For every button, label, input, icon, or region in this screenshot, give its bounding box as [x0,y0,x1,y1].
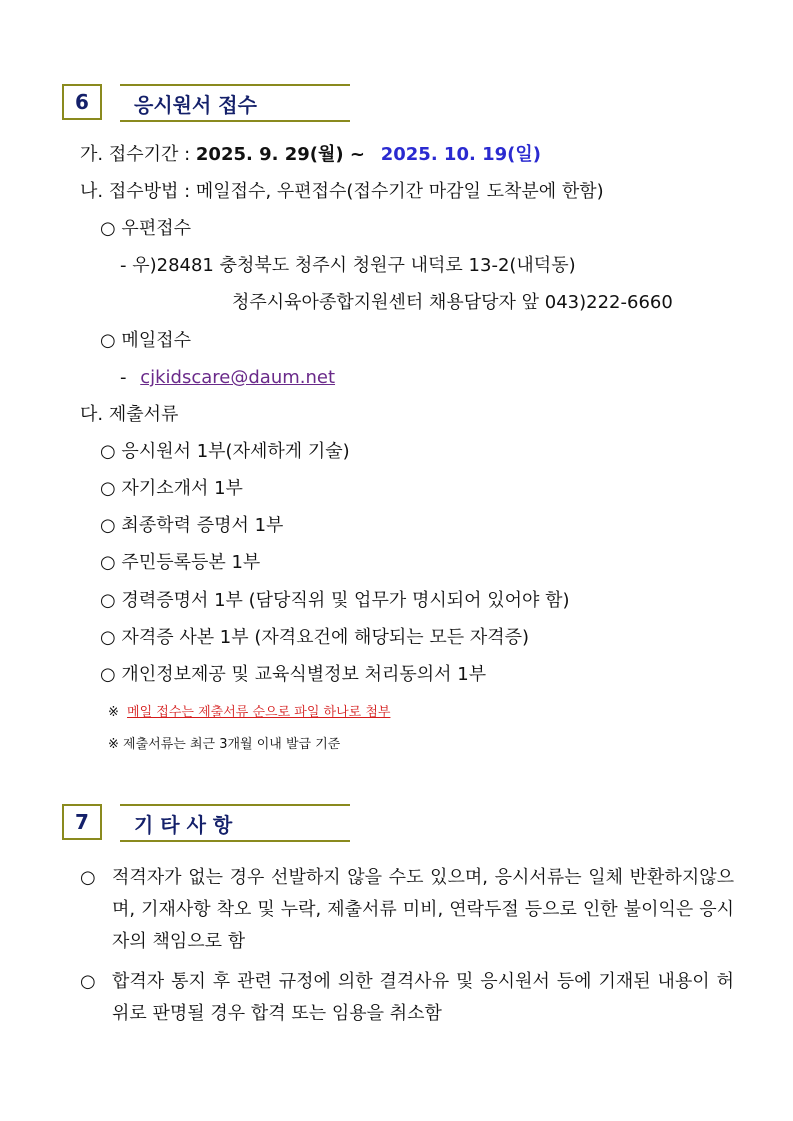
note-mark: ※ [108,705,119,720]
section-title: 응시원서 접수 [120,84,350,122]
note-email-text: 메일 접수는 제출서류 순으로 파일 하나로 첨부 [127,705,391,720]
other-item [80,862,734,958]
item-mark: ○ [80,971,96,992]
application-method: 나. 접수방법 : 메일접수, 우편접수(접수기간 마감일 도착분에 한함) [80,181,604,202]
section-title: 기 타 사 항 [120,804,350,842]
note-email [108,701,390,725]
postal-address: - 우)28481 충청북도 청주시 청원구 내덕로 13-2(내덕동) [120,255,576,276]
email-prefix: - [120,367,127,388]
period-start: 2025. 9. 29(월) ~ [195,144,365,165]
email-title: ○ 메일접수 [100,330,191,351]
item-text: 적격자가 없는 경우 선발하지 않을 수도 있으며, 응시서류는 일체 반환하지않으며, 기재사항 착오 및 누락, 제출서류 미비, 연락두절 등으로 인한 불이익은 응시자의 책임으로 함 [112,867,734,952]
doc-item: ○ 자기소개서 1부 [100,478,243,499]
period-label: 가. 접수기간 : [80,144,191,165]
email-link[interactable]: cjkidscare@daum.net [140,367,336,388]
doc-item: ○ 최종학력 증명서 1부 [100,515,284,536]
application-period [80,143,541,167]
other-item [80,966,734,1030]
doc-item: ○ 경력증명서 1부 (담당직위 및 업무가 명시되어 있어야 함) [100,590,570,611]
postal-recipient: 청주시육아종합지원센터 채용담당자 앞 043)222-6660 [232,292,673,313]
postal-title: ○ 우편접수 [100,218,191,239]
item-text: 합격자 통지 후 관련 규정에 의한 결격사유 및 응시원서 등에 기재된 내용이 허위로 판명될 경우 합격 또는 임용을 취소함 [112,971,734,1024]
section-number: 6 [62,84,102,120]
note-docs: ※ 제출서류는 최근 3개월 이내 발급 기준 [108,737,341,752]
item-mark: ○ [80,867,96,888]
doc-item: ○ 개인정보제공 및 교육식별정보 처리동의서 1부 [100,664,487,685]
doc-item: ○ 응시원서 1부(자세하게 기술) [100,441,350,462]
email-row [120,366,335,390]
period-end: 2025. 10. 19(일) [380,144,541,165]
doc-item: ○ 주민등록등본 1부 [100,552,261,573]
doc-item: ○ 자격증 사본 1부 (자격요건에 해당되는 모든 자격증) [100,627,530,648]
section-number: 7 [62,804,102,840]
docs-title: 다. 제출서류 [80,404,179,425]
